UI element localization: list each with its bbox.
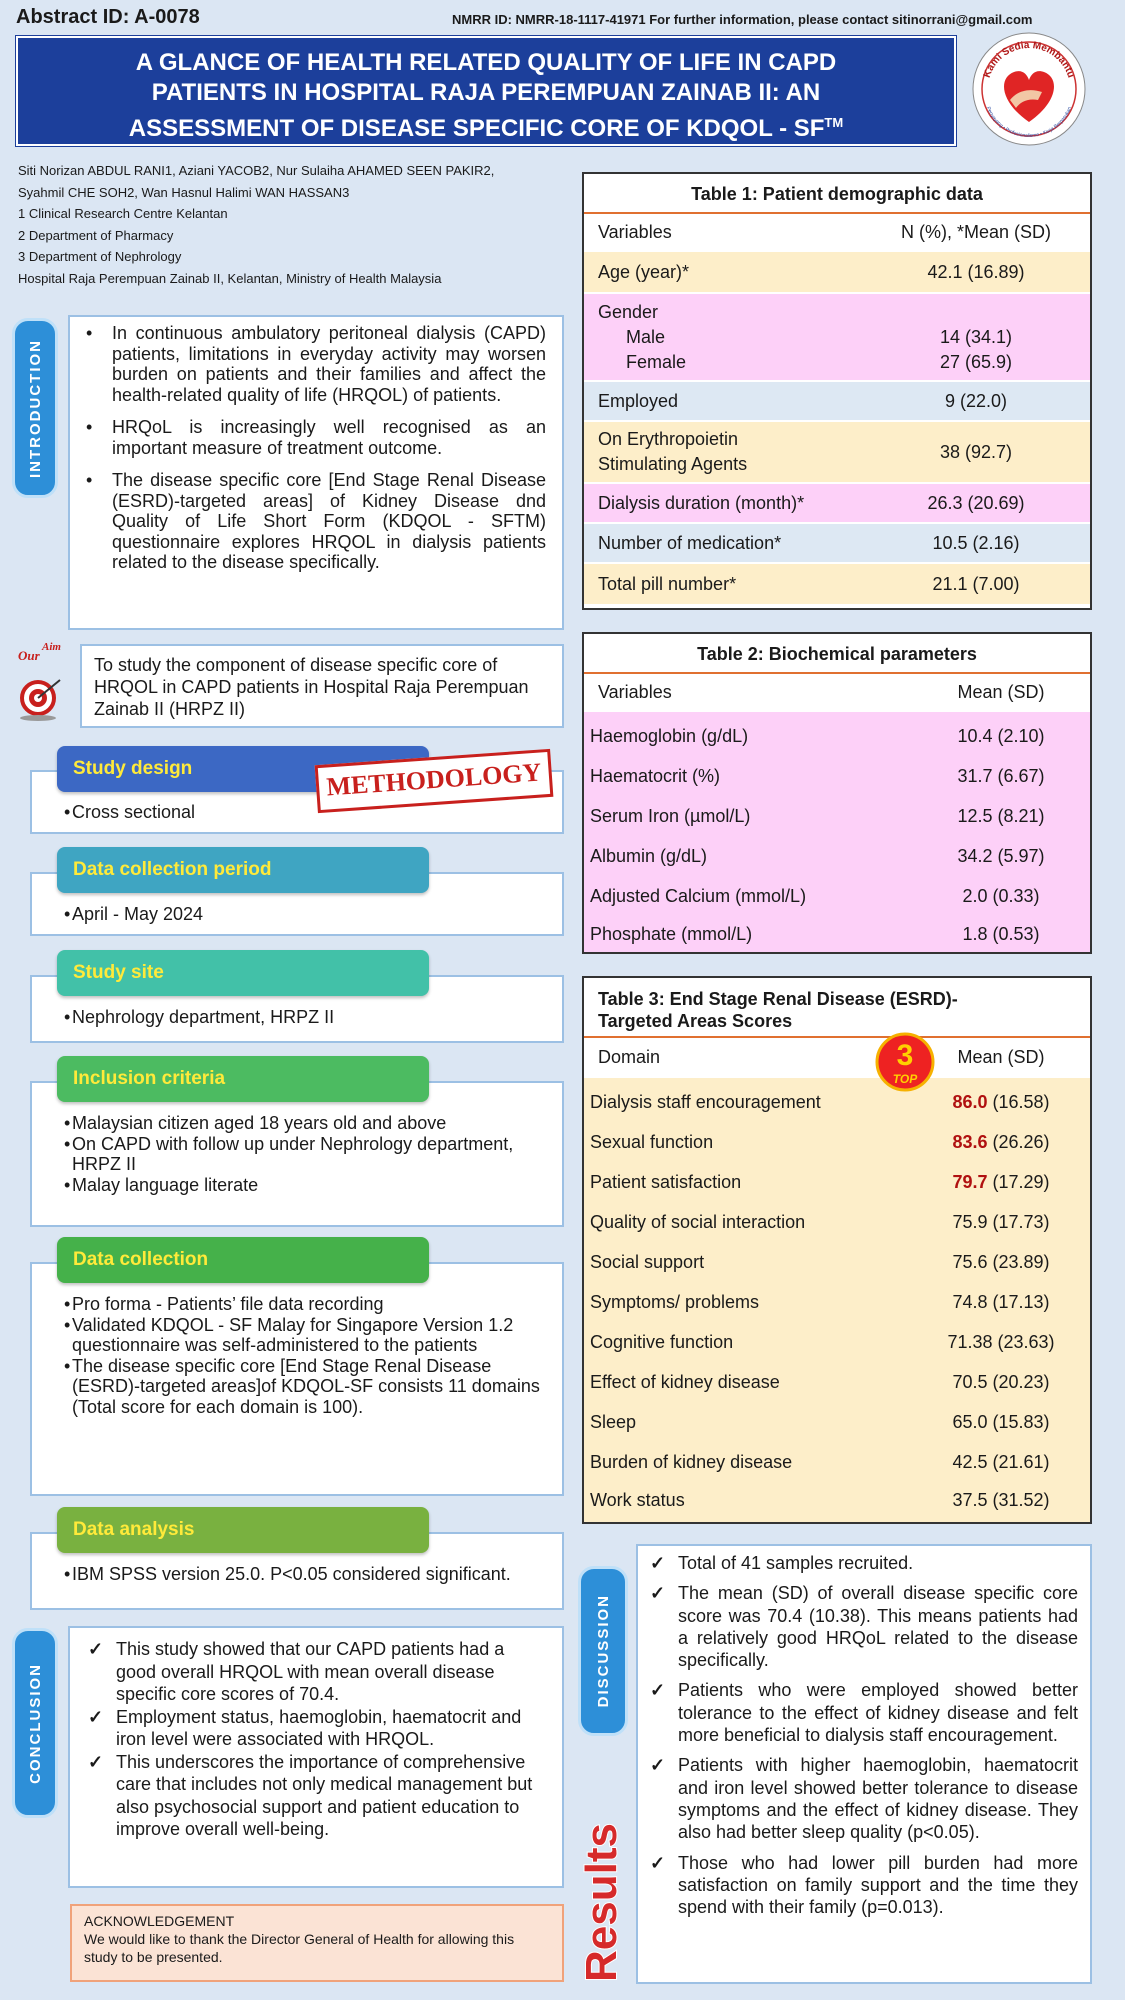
badge-word: TOP [892, 1072, 918, 1086]
hospital-logo [970, 30, 1088, 148]
table-row: Haematocrit (%) 31.7 (6.67) [590, 765, 1045, 786]
row-value: 38 (92.7) [939, 441, 1013, 462]
title-line-2: PATIENTS IN HOSPITAL RAJA PEREMPUAN ZAINAB II: AN [151, 79, 821, 106]
discussion-item: ✓ Patients with higher haemoglobin, haematocrit and iron level showed better tolerance to disease symptoms and the effect of kidney disease. They also had better sleep quality (p<0.05). [644, 1754, 1078, 1843]
data-collection-period-heading: Data collection period [57, 847, 429, 893]
table1-title: Table 1: Patient demographic data [584, 174, 1090, 214]
table2-header-row [584, 674, 1090, 712]
data-analysis-heading: Data analysis [57, 1507, 429, 1553]
analysis-item: • IBM SPSS version 25.0. P<0.05 considered significant. [72, 1564, 562, 1585]
table1-col-variables: Variables [598, 221, 672, 242]
discussion-item: ✓ Those who had lower pill burden had more satisfaction on family support and the time they spend with their family (p=0.013). [644, 1852, 1078, 1919]
row-value: 42.1 (16.89) [927, 261, 1025, 282]
row-value: 14 (34.1) [939, 326, 1013, 347]
aim-label-our: Our [18, 648, 40, 663]
site-item: • Nephrology department, HRPZ II [72, 1007, 562, 1028]
discussion-item: ✓ The mean (SD) of overall disease specific core score was 70.4 (10.38). This means patients had a relatively good HRQoL related to the disease specifically. [644, 1582, 1078, 1671]
table2-col-mean: Mean (SD) [957, 681, 1045, 702]
row-label: Total pill number* [598, 573, 737, 594]
discussion-item: ✓ Total of 41 samples recruited. [644, 1552, 1078, 1574]
inclusion-item: • Malaysian citizen aged 18 years old and above [72, 1113, 562, 1134]
table-row: Albumin (g/dL) 34.2 (5.97) [590, 845, 1045, 866]
table-row [584, 294, 1090, 382]
target-icon [12, 636, 70, 736]
row-label: Number of medication* [598, 532, 782, 553]
row-label: Gender [598, 301, 659, 322]
table-row [584, 252, 1090, 294]
collection-item: • Pro forma - Patients’ file data recording [72, 1294, 562, 1315]
conclusion-tab: CONCLUSION [12, 1628, 58, 1818]
table-row [584, 484, 1090, 524]
table-row: Work status 37.5 (31.52) [590, 1489, 1050, 1510]
conclusion-item: ✓ This underscores the importance of comprehensive care that includes not only medical management but also psychosocial support and patient education to improve overall well-being. [82, 1751, 548, 1841]
intro-item: • In continuous ambulatory peritoneal dialysis (CAPD) patients, limitations in everyday activity may worsen burden on patients and their families and affect the health-related quality of life (HRQOL) of patients. [82, 323, 546, 405]
logo-text: Kami Sedia Membantu [981, 39, 1077, 80]
affiliation-line: 1 Clinical Research Centre Kelantan [18, 206, 228, 221]
table3-title [584, 978, 1090, 1038]
aim-label-aim: Aim [42, 641, 61, 653]
conclusion-box [68, 1626, 564, 1888]
conclusion-item: ✓ This study showed that our CAPD patients had a good overall HRQOL with mean overall disease specific core scores of 70.4. [82, 1638, 548, 1706]
table-row: Quality of social interaction 75.9 (17.73) [590, 1211, 1050, 1232]
row-label: Dialysis duration (month)* [598, 492, 805, 513]
table-row: Burden of kidney disease 42.5 (21.61) [590, 1451, 1050, 1472]
acknowledgement-box [70, 1904, 564, 1982]
inclusion-item: • On CAPD with follow up under Nephrology department, HRPZ II [72, 1134, 562, 1175]
inclusion-item: • Malay language literate [72, 1175, 562, 1196]
badge-number: 3 [896, 1039, 914, 1072]
table-row: Haemoglobin (g/dL) 10.4 (2.10) [590, 725, 1045, 746]
logo-subtext: Penyayang • Profesionalisme • Kerja Berpasukan [984, 105, 1074, 140]
table-patient-demographics [582, 172, 1092, 610]
table-row: Serum Iron (µmol/L) 12.5 (8.21) [590, 805, 1045, 826]
results-label [572, 1786, 632, 1986]
top-3-badge [872, 1032, 938, 1092]
methodology-stamp: METHODOLOGY [315, 749, 554, 813]
poster-title [16, 36, 956, 146]
table-row: Patient satisfaction 79.7 (17.29) [590, 1171, 1050, 1192]
collection-item: • The disease specific core [End Stage Renal Disease (ESRD)-targeted areas]of KDQOL-SF consists 11 domains (Total score for each domain is 100). [72, 1356, 562, 1418]
row-value: 21.1 (7.00) [932, 573, 1020, 594]
affiliation-line: 3 Department of Nephrology [18, 249, 182, 264]
abstract-id: Abstract ID: A-0078 [16, 6, 200, 28]
table3-col-mean: Mean (SD) [957, 1046, 1045, 1067]
row-label: On Erythropoietin [598, 429, 739, 449]
table-row: Symptoms/ problems 74.8 (17.13) [590, 1291, 1050, 1312]
row-value: 9 (22.0) [944, 390, 1008, 411]
introduction-tab: INTRODUCTION [12, 318, 58, 498]
table-row [584, 422, 1090, 484]
study-design-heading: Study design [57, 746, 429, 792]
row-value: 10.5 (2.16) [932, 532, 1020, 553]
table-row: Social support 75.6 (23.89) [590, 1251, 1050, 1272]
acknowledgement-title: ACKNOWLEDGEMENT [84, 1913, 235, 1929]
table-row [584, 524, 1090, 564]
inclusion-criteria-heading: Inclusion criteria [57, 1056, 429, 1102]
study-design-item: • Cross sectional [72, 802, 562, 823]
table3-header-row [584, 1038, 1090, 1078]
table-esrd-scores [582, 976, 1092, 1524]
authors-block [18, 160, 494, 289]
row-label: Female [626, 351, 687, 372]
discussion-tab: DISCUSSION [578, 1566, 628, 1736]
discussion-box [636, 1544, 1092, 1984]
table3-title-line: Targeted Areas Scores [598, 1011, 793, 1031]
affiliation-line: Hospital Raja Perempuan Zainab II, Kelantan, Ministry of Health Malaysia [18, 270, 442, 286]
table2-col-variables: Variables [598, 681, 672, 702]
conclusion-item: ✓ Employment status, haemoglobin, haematocrit and iron level were associated with HRQOL. [82, 1706, 548, 1751]
introduction-box [68, 315, 564, 630]
title-line-1: A GLANCE OF HEALTH RELATED QUALITY OF LIFE IN CAPD [135, 49, 837, 76]
author-line: Syahmil CHE SOH2, Wan Hasnul Halimi WAN HASSAN3 [18, 184, 350, 200]
table-biochemical-parameters [582, 632, 1092, 954]
inclusion-criteria-box [30, 1081, 564, 1227]
row-value: 27 (65.9) [939, 351, 1013, 372]
acknowledgement-text: We would like to thank the Director General of Health for allowing this study to be presented. [84, 1931, 515, 1965]
table1-header-row [584, 214, 1090, 252]
collection-item: • Validated KDQOL - SF Malay for Singapore Version 1.2 questionnaire was self-administered to the patients [72, 1315, 562, 1356]
data-collection-box [30, 1262, 564, 1496]
discussion-item: ✓ Patients who were employed showed better tolerance to the effect of kidney disease and felt more beneficial to dialysis staff encouragement. [644, 1679, 1078, 1746]
affiliation-line: 2 Department of Pharmacy [18, 227, 174, 243]
study-site-heading: Study site [57, 950, 429, 996]
table-row: Effect of kidney disease 70.5 (20.23) [590, 1371, 1050, 1392]
row-label: Male [626, 326, 666, 347]
table3-col-domain: Domain [598, 1046, 661, 1067]
title-line-3: ASSESSMENT OF DISEASE SPECIFIC CORE OF KDQOL - SF™ [128, 115, 844, 142]
intro-item: • The disease specific core [End Stage Renal Disease (ESRD)-targeted areas] of Kidney Disease dnd Quality of Life Short Form (KDQOL - SFTM) questionnaire explores HRQOL in dialysis patients related to the disease specifically. [82, 470, 546, 573]
nmrr-contact: NMRR ID: NMRR-18-1117-41971 For further information, please contact sitinorrani@gmail.com [452, 12, 1033, 27]
table1-col-values: N (%), *Mean (SD) [900, 221, 1052, 242]
period-item: • April - May 2024 [72, 904, 562, 925]
table-row: Sexual function 83.6 (26.26) [590, 1131, 1050, 1152]
table-row [584, 564, 1090, 604]
aim-box: To study the component of disease specific core of HRQOL in CAPD patients in Hospital Raja Perempuan Zainab II (HRPZ II) [80, 644, 564, 728]
table-row: Adjusted Calcium (mmol/L) 2.0 (0.33) [590, 885, 1040, 906]
author-line: Siti Norizan ABDUL RANI1, Aziani YACOB2, Nur Sulaiha AHAMED SEEN PAKIR2, [18, 163, 495, 178]
row-label: Employed [598, 390, 679, 411]
table-row: Sleep 65.0 (15.83) [590, 1411, 1050, 1432]
intro-item: • HRQoL is increasingly well recognised as an important measure of treatment outcome. [82, 417, 546, 458]
table2-title: Table 2: Biochemical parameters [584, 634, 1090, 674]
table-row: Phosphate (mmol/L) 1.8 (0.53) [590, 923, 1040, 944]
table-row [584, 382, 1090, 422]
results-word: Results [577, 1823, 626, 1982]
table-row: Dialysis staff encouragement 86.0 (16.58) [590, 1091, 1050, 1112]
row-label: Age (year)* [598, 261, 690, 282]
row-value: 26.3 (20.69) [927, 492, 1025, 513]
table-row: Cognitive function 71.38 (23.63) [590, 1331, 1055, 1352]
row-label: Stimulating Agents [598, 454, 748, 474]
data-collection-heading: Data collection [57, 1237, 429, 1283]
table3-title-line: Table 3: End Stage Renal Disease (ESRD)- [598, 989, 958, 1009]
